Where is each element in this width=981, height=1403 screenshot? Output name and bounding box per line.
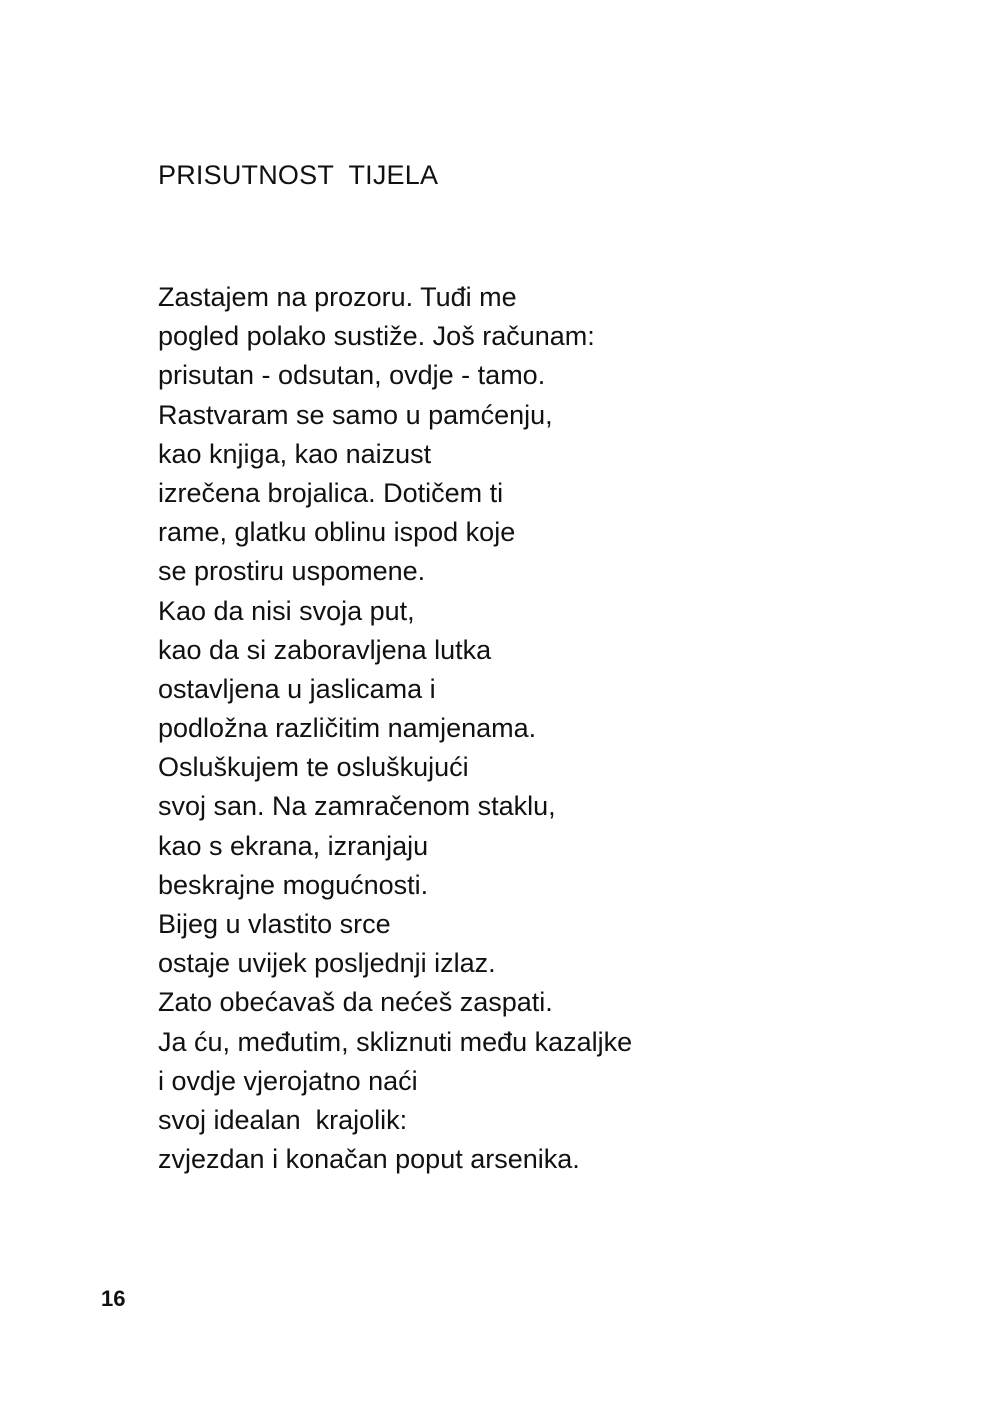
poem-line: pogled polako sustiže. Još računam: (158, 321, 595, 352)
poem-line: svoj idealan krajolik: (158, 1104, 408, 1135)
poem-line: kao s ekrana, izranjaju (158, 830, 429, 861)
poem-line: zvjezdan i konačan poput arsenika. (158, 1144, 580, 1175)
poem-line: Zato obećavaš da nećeš zaspati. (158, 987, 553, 1018)
poem-line: Ja ću, međutim, skliznuti među kazaljke (158, 1026, 633, 1057)
poem-line: kao da si zaboravljena lutka (158, 634, 492, 665)
poem-body (158, 278, 632, 1179)
poem-line: podložna različitim namjenama. (158, 713, 537, 744)
poem-line: kao knjiga, kao naizust (158, 438, 432, 469)
poem-line: Zastajem na prozoru. Tuđi me (158, 282, 517, 312)
page-number: 16 (101, 1286, 126, 1311)
poem-line: Bijeg u vlastito srce (158, 909, 391, 939)
poem-line: ostaje uvijek posljednji izlaz. (158, 948, 496, 979)
poem-line: svoj san. Na zamračenom staklu, (158, 791, 556, 822)
poem-title: PRISUTNOST TIJELA (158, 160, 439, 190)
poem-line: ostavljena u jaslicama i (158, 673, 436, 704)
poem-line: i ovdje vjerojatno naći (158, 1065, 418, 1096)
poem-line: prisutan - odsutan, ovdje - tamo. (158, 360, 546, 391)
poem-line: Rastvaram se samo u pamćenju, (158, 399, 553, 430)
poem-line: se prostiru uspomene. (158, 556, 426, 587)
poem-line: izrečena brojalica. Dotičem ti (158, 477, 504, 508)
poem-line: rame, glatku oblinu ispod koje (158, 517, 516, 548)
poem-line: Osluškujem te osluškujući (158, 752, 469, 783)
poem-line: Kao da nisi svoja put, (158, 595, 415, 626)
poem-line: beskrajne mogućnosti. (158, 869, 429, 900)
